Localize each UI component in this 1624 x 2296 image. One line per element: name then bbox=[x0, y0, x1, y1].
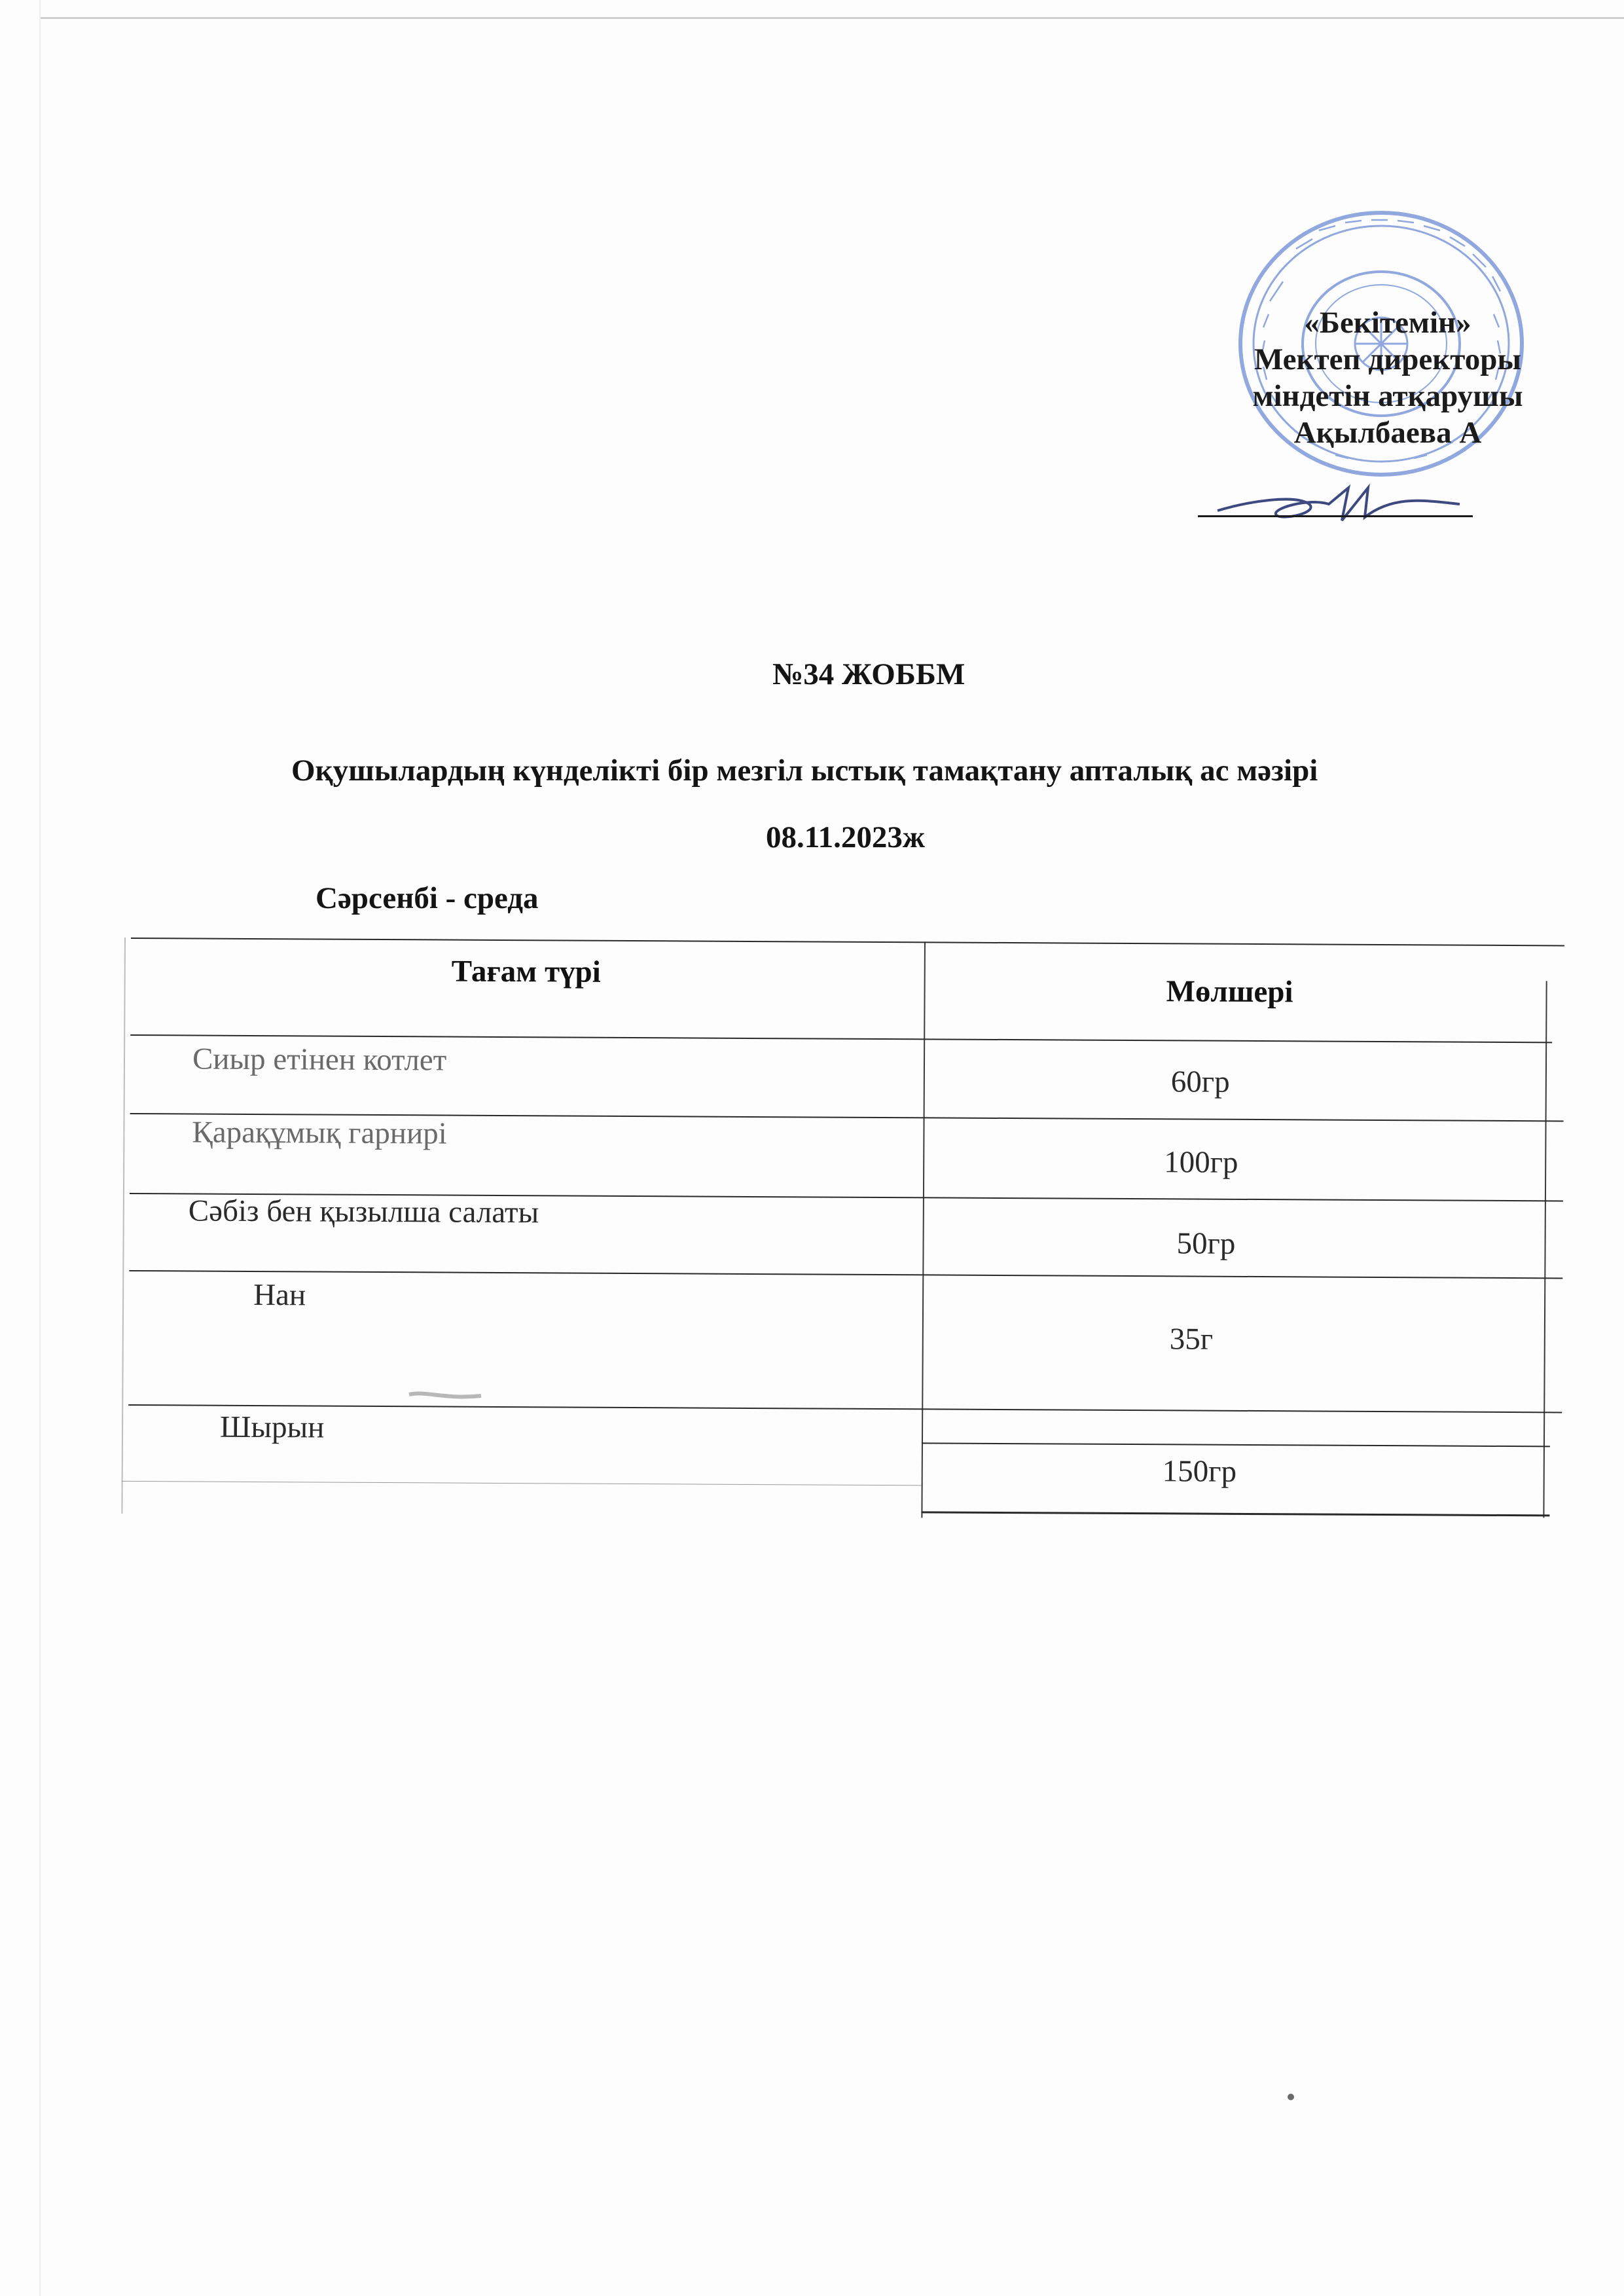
approval-title: «Бекітемін» bbox=[1304, 306, 1471, 340]
dish-quantity: 150гр bbox=[1162, 1454, 1237, 1489]
table-rule bbox=[128, 1404, 1562, 1413]
dish-name: Сиыр етінен котлет bbox=[192, 1042, 447, 1078]
dish-quantity: 100гр bbox=[1164, 1145, 1238, 1180]
table-row bbox=[130, 1113, 1564, 1151]
scan-speck bbox=[1286, 2092, 1295, 2102]
column-header-dish: Тағам түрі bbox=[451, 954, 601, 989]
school-name: №34 ЖОББМ bbox=[772, 657, 965, 691]
column-header-quantity: Мөлшері bbox=[1166, 974, 1293, 1010]
scan-left-edge bbox=[39, 0, 41, 2296]
dish-quantity: 60гр bbox=[1170, 1065, 1230, 1099]
table-row bbox=[130, 1034, 924, 1078]
dish-quantity: 35г bbox=[1169, 1322, 1214, 1357]
approval-signatory: Ақылбаева А bbox=[1293, 416, 1482, 450]
table-rule bbox=[924, 1038, 1552, 1043]
menu-title: Оқушылардың күнделікті бір мезгіл ыстық тамақтану апталық ас мәзірі bbox=[291, 754, 1318, 788]
menu-table bbox=[128, 938, 1564, 1521]
dish-quantity: 50гр bbox=[1176, 1226, 1236, 1261]
signature-line bbox=[1198, 515, 1473, 517]
approval-position: Мектеп директоры bbox=[1254, 342, 1522, 376]
signature bbox=[1198, 475, 1479, 537]
table-rule bbox=[922, 1442, 1550, 1447]
menu-date: 08.11.2023ж bbox=[766, 820, 925, 854]
dish-name: Шырын bbox=[219, 1410, 325, 1445]
dish-name: Сәбіз бен қызылша салаты bbox=[188, 1194, 539, 1230]
table-right-border bbox=[1543, 981, 1547, 1518]
weekday-label: Сәрсенбі - среда bbox=[316, 881, 539, 915]
table-rule bbox=[129, 1270, 1562, 1279]
table-bottom-rule bbox=[921, 1511, 1549, 1516]
dish-name: Нан bbox=[253, 1277, 306, 1313]
table-left-border bbox=[121, 938, 126, 1514]
table-header-row bbox=[131, 938, 1564, 1010]
table-bottom-left-rule bbox=[122, 1481, 922, 1485]
table-column-divider bbox=[921, 941, 926, 1518]
scan-top-edge bbox=[39, 17, 1624, 19]
approval-block bbox=[1198, 304, 1578, 451]
scan-smudge bbox=[406, 1388, 484, 1402]
approval-role: міндетін атқарушы bbox=[1252, 379, 1523, 413]
dish-name: Қарақұмық гарнирі bbox=[192, 1115, 447, 1151]
